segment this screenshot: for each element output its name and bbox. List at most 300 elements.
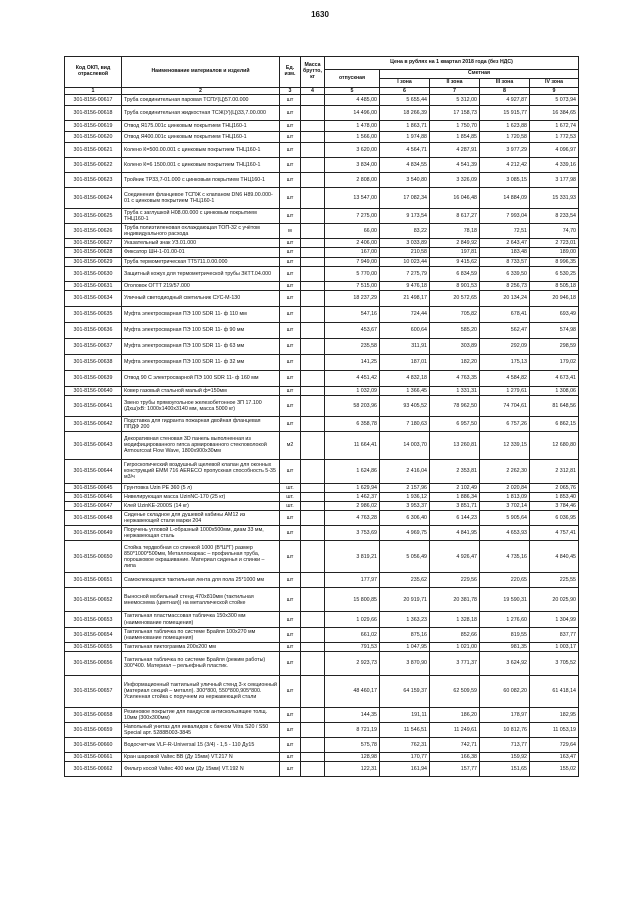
row-unit: шт: [280, 762, 301, 777]
row-name: Тактильная табличка по системе Брайля 100х270 мм (наименование помещения): [122, 627, 280, 642]
row-price-zone-3: 1 276,60: [480, 612, 530, 627]
row-name: Защитный кожух для термометрической трубы ЗКТТ.04.000: [122, 266, 280, 281]
row-code: 301-8156-00656: [65, 651, 122, 675]
row-code: 301-8156-00621: [65, 143, 122, 158]
row-price-zone-4: 11 053,19: [530, 723, 579, 738]
row-unit: шт: [280, 106, 301, 121]
table-row: [65, 762, 579, 777]
row-price-zone-3: 3 977,29: [480, 143, 530, 158]
row-price-zone-3: 4 735,16: [480, 541, 530, 573]
table-row: [65, 395, 579, 416]
row-name: Муфта электросварная ПЭ 100 SDR 11- ф 110 мм: [122, 306, 280, 322]
row-mass: [301, 306, 325, 322]
header-name: Наименование материалов и изделий: [122, 57, 280, 88]
row-price-zone-3: 4 653,93: [480, 526, 530, 541]
row-price-zone-2: 852,66: [430, 627, 480, 642]
row-unit: шт.: [280, 502, 301, 511]
row-price-otp: 167,00: [325, 248, 380, 257]
row-price-otp: 1 624,86: [325, 459, 380, 483]
row-price-zone-1: 10 023,44: [380, 257, 430, 266]
row-price-zone-1: 1 863,71: [380, 121, 430, 132]
table-row: [65, 502, 579, 511]
table-row: [65, 707, 579, 722]
row-name: Сиденье складное для душевой кабины АМ12 из нержавеющей стали марки 204: [122, 511, 280, 526]
row-unit: шт: [280, 132, 301, 143]
row-mass: [301, 354, 325, 370]
row-unit: шт: [280, 526, 301, 541]
row-mass: [301, 483, 325, 492]
row-price-zone-2: 2 849,92: [430, 239, 480, 248]
row-name: Муфта электросварная ПЭ 100 SDR 11- ф 63 мм: [122, 338, 280, 354]
row-unit: шт: [280, 266, 301, 281]
table-row: [65, 266, 579, 281]
row-price-zone-4: 4 673,41: [530, 370, 579, 386]
row-price-otp: 14 496,00: [325, 106, 380, 121]
row-mass: [301, 511, 325, 526]
row-price-zone-3: 6 339,50: [480, 266, 530, 281]
row-price-zone-4: 20 025,90: [530, 588, 579, 612]
row-mass: [301, 642, 325, 651]
row-price-otp: 6 358,78: [325, 416, 380, 431]
row-name: Тактильная пластмассовая табличка 150х300 мм (наименование помещения): [122, 612, 280, 627]
row-price-zone-4: 2 312,81: [530, 459, 579, 483]
row-price-zone-2: 4 763,35: [430, 370, 480, 386]
row-price-otp: 791,53: [325, 642, 380, 651]
table-row: [65, 248, 579, 257]
table-row: [65, 483, 579, 492]
row-price-zone-4: 4 757,41: [530, 526, 579, 541]
row-price-otp: 575,78: [325, 738, 380, 753]
row-price-zone-2: 5 312,00: [430, 95, 480, 106]
row-price-zone-4: 6 036,95: [530, 511, 579, 526]
row-price-zone-1: 4 832,18: [380, 370, 430, 386]
row-mass: [301, 493, 325, 502]
row-price-zone-2: 4 287,91: [430, 143, 480, 158]
row-price-zone-4: 1 672,74: [530, 121, 579, 132]
row-code: 301-8156-00631: [65, 281, 122, 290]
row-code: 301-8156-00629: [65, 257, 122, 266]
row-code: 301-8156-00635: [65, 306, 122, 322]
row-price-zone-3: 8 733,57: [480, 257, 530, 266]
row-code: 301-8156-00617: [65, 95, 122, 106]
row-code: 301-8156-00620: [65, 132, 122, 143]
row-price-zone-2: 1 750,70: [430, 121, 480, 132]
col-num-2: 2: [122, 88, 280, 95]
row-price-otp: 66,00: [325, 224, 380, 239]
row-unit: шт: [280, 248, 301, 257]
row-price-zone-4: 1 853,40: [530, 493, 579, 502]
row-price-zone-4: 574,98: [530, 322, 579, 338]
row-price-zone-1: 1 366,45: [380, 386, 430, 395]
row-unit: шт: [280, 459, 301, 483]
row-price-zone-4: 729,64: [530, 738, 579, 753]
row-price-otp: 1 032,09: [325, 386, 380, 395]
row-price-zone-2: 1 021,00: [430, 642, 480, 651]
row-code: 301-8156-00640: [65, 386, 122, 395]
row-code: 301-8156-00625: [65, 209, 122, 224]
row-unit: шт: [280, 173, 301, 188]
row-unit: шт: [280, 386, 301, 395]
row-price-otp: 661,02: [325, 627, 380, 642]
table-row: [65, 738, 579, 753]
row-price-zone-1: 191,11: [380, 707, 430, 722]
row-mass: [301, 627, 325, 642]
row-code: 301-8156-00641: [65, 395, 122, 416]
row-mass: [301, 95, 325, 106]
row-unit: шт: [280, 511, 301, 526]
row-code: 301-8156-00628: [65, 248, 122, 257]
row-price-zone-1: 21 498,17: [380, 290, 430, 306]
col-num-4: 4: [301, 88, 325, 95]
row-price-zone-4: 74,70: [530, 224, 579, 239]
row-price-zone-4: 4 840,45: [530, 541, 579, 573]
row-code: 301-8156-00661: [65, 753, 122, 762]
row-price-zone-2: 229,56: [430, 573, 480, 588]
row-unit: шт: [280, 723, 301, 738]
row-mass: [301, 188, 325, 209]
row-mass: [301, 526, 325, 541]
row-name: Муфта электросварная ПЭ 100 SDR 11- ф 90 мм: [122, 322, 280, 338]
row-price-zone-3: 183,48: [480, 248, 530, 257]
row-price-zone-1: 3 540,80: [380, 173, 430, 188]
row-price-zone-3: 7 993,04: [480, 209, 530, 224]
row-mass: [301, 338, 325, 354]
row-price-zone-4: 4 339,16: [530, 158, 579, 173]
row-price-zone-2: 6 144,23: [430, 511, 480, 526]
row-unit: шт: [280, 642, 301, 651]
col-num-5: 5: [325, 88, 380, 95]
row-price-otp: 58 203,96: [325, 395, 380, 416]
row-mass: [301, 224, 325, 239]
row-price-zone-2: 2 353,81: [430, 459, 480, 483]
row-code: 301-8156-00646: [65, 493, 122, 502]
row-code: 301-8156-00639: [65, 370, 122, 386]
row-price-zone-2: 6 834,59: [430, 266, 480, 281]
row-price-zone-1: 5 655,44: [380, 95, 430, 106]
row-code: 301-8156-00655: [65, 642, 122, 651]
row-price-zone-1: 1 047,95: [380, 642, 430, 651]
row-price-zone-3: 1 813,09: [480, 493, 530, 502]
row-price-zone-2: 4 841,95: [430, 526, 480, 541]
row-price-zone-4: 16 384,65: [530, 106, 579, 121]
row-price-zone-4: 1 308,06: [530, 386, 579, 395]
row-price-zone-3: 678,41: [480, 306, 530, 322]
row-price-zone-3: 178,97: [480, 707, 530, 722]
row-name: Нивелирующая масса UzinNC-170 (25 кг): [122, 493, 280, 502]
row-code: 301-8156-00653: [65, 612, 122, 627]
row-unit: шт: [280, 290, 301, 306]
row-price-zone-1: 4 969,75: [380, 526, 430, 541]
row-price-zone-1: 9 173,54: [380, 209, 430, 224]
row-name: Соединения фланцевое ТСПЖ с клапаном DN6 Н89.00.000-01 с цинковым покрытием ТНЦ160-1: [122, 188, 280, 209]
table-row: [65, 132, 579, 143]
row-name: Выносной мобильный стенд 470х810мм (тактильная мнемосхема (цветная)) на металлической стойке: [122, 588, 280, 612]
row-price-otp: 4 485,00: [325, 95, 380, 106]
row-mass: [301, 431, 325, 459]
row-price-zone-4: 81 648,56: [530, 395, 579, 416]
table-row: [65, 723, 579, 738]
row-price-zone-3: 14 884,09: [480, 188, 530, 209]
row-price-zone-4: 20 946,18: [530, 290, 579, 306]
row-name: Подставка для гидранта пожарная двойная фланцевая ППДФ 200: [122, 416, 280, 431]
row-price-zone-1: 64 159,37: [380, 675, 430, 707]
row-price-zone-2: 78,18: [430, 224, 480, 239]
row-price-zone-1: 235,62: [380, 573, 430, 588]
row-unit: шт: [280, 707, 301, 722]
row-price-zone-3: 74 704,61: [480, 395, 530, 416]
row-code: 301-8156-00642: [65, 416, 122, 431]
row-price-zone-3: 6 757,26: [480, 416, 530, 431]
table-row: [65, 290, 579, 306]
table-row: [65, 188, 579, 209]
row-price-otp: 3 834,00: [325, 158, 380, 173]
row-price-zone-3: 175,13: [480, 354, 530, 370]
row-price-otp: 15 800,85: [325, 588, 380, 612]
row-price-zone-4: 5 073,94: [530, 95, 579, 106]
row-price-zone-2: 186,20: [430, 707, 480, 722]
row-price-zone-1: 93 405,52: [380, 395, 430, 416]
table-row: [65, 526, 579, 541]
header-mass: Масса брутто, кг: [301, 57, 325, 88]
row-code: 301-8156-00627: [65, 239, 122, 248]
row-price-otp: 4 451,42: [325, 370, 380, 386]
row-price-zone-1: 3 033,89: [380, 239, 430, 248]
row-price-zone-2: 705,82: [430, 306, 480, 322]
row-mass: [301, 753, 325, 762]
row-price-zone-4: 8 996,35: [530, 257, 579, 266]
row-name: Клей UzinKE-2000S (14 кг): [122, 502, 280, 511]
row-price-zone-2: 1 854,85: [430, 132, 480, 143]
col-num-1: 1: [65, 88, 122, 95]
table-row: [65, 281, 579, 290]
row-name: Звено трубы прямоугольное железобетонное ЗП 17.100 (Дхш)хВ: 1000х1400х3140 мм, масса 5000 кг): [122, 395, 280, 416]
row-price-zone-4: 6 862,15: [530, 416, 579, 431]
row-unit: шт: [280, 158, 301, 173]
row-price-otp: 128,98: [325, 753, 380, 762]
row-name: Труба полиэтиленовая охлаждающая ТОП-32 с учётом индивидуального расхода: [122, 224, 280, 239]
row-name: Кран шаровой Valtec BB (Ду 15мм) VT.217 N: [122, 753, 280, 762]
row-mass: [301, 132, 325, 143]
table-row: [65, 322, 579, 338]
row-unit: шт: [280, 354, 301, 370]
row-price-zone-2: 6 957,50: [430, 416, 480, 431]
row-unit: шт.: [280, 483, 301, 492]
row-price-zone-4: 15 331,93: [530, 188, 579, 209]
row-price-otp: 1 462,37: [325, 493, 380, 502]
row-unit: шт: [280, 306, 301, 322]
row-price-zone-2: 3 851,71: [430, 502, 480, 511]
row-price-zone-2: 17 158,73: [430, 106, 480, 121]
row-price-zone-1: 170,77: [380, 753, 430, 762]
row-name: Труба термометрическая ТТ5711.0.00.000: [122, 257, 280, 266]
row-name: Тактильная табличка по системе Брайля (режим работы) 300*400. Материал – рельефный пластик.: [122, 651, 280, 675]
row-price-zone-1: 5 056,49: [380, 541, 430, 573]
row-code: 301-8156-00648: [65, 511, 122, 526]
header-price: Цена в рублях на 1 квартал 2018 года (без НДС): [325, 57, 579, 70]
table-row: [65, 431, 579, 459]
row-unit: шт: [280, 395, 301, 416]
row-price-otp: 2 986,02: [325, 502, 380, 511]
row-price-zone-2: 1 886,34: [430, 493, 480, 502]
row-price-zone-4: 8 233,54: [530, 209, 579, 224]
row-price-zone-4: 2 723,01: [530, 239, 579, 248]
row-mass: [301, 121, 325, 132]
row-unit: шт: [280, 753, 301, 762]
row-price-zone-1: 9 476,18: [380, 281, 430, 290]
row-name: Труба соединительная жидкостная ТСЖ(У)(Ц)33,7.00.000: [122, 106, 280, 121]
row-price-zone-1: 762,31: [380, 738, 430, 753]
row-price-otp: 13 547,00: [325, 188, 380, 209]
row-code: 301-8156-00645: [65, 483, 122, 492]
row-price-otp: 177,97: [325, 573, 380, 588]
row-price-zone-3: 220,65: [480, 573, 530, 588]
row-price-zone-1: 210,58: [380, 248, 430, 257]
row-name: Фиксатор ШН-1-01.00-01: [122, 248, 280, 257]
col-num-9: 9: [530, 88, 579, 95]
row-price-zone-1: 2 157,96: [380, 483, 430, 492]
row-price-otp: 3 620,00: [325, 143, 380, 158]
row-price-zone-3: 3 085,15: [480, 173, 530, 188]
row-unit: шт: [280, 612, 301, 627]
row-mass: [301, 281, 325, 290]
row-name: Труба с заглушкой Н08.00.000 с цинковым покрытием ТНЦ160-1: [122, 209, 280, 224]
row-price-zone-3: 4 584,82: [480, 370, 530, 386]
row-price-zone-1: 20 919,71: [380, 588, 430, 612]
row-mass: [301, 239, 325, 248]
row-code: 301-8156-00659: [65, 723, 122, 738]
row-price-zone-1: 17 082,34: [380, 188, 430, 209]
row-price-zone-4: 225,55: [530, 573, 579, 588]
row-price-zone-4: 6 530,25: [530, 266, 579, 281]
table-row: [65, 224, 579, 239]
row-price-zone-1: 7 275,79: [380, 266, 430, 281]
row-code: 301-8156-00654: [65, 627, 122, 642]
row-price-zone-2: 303,89: [430, 338, 480, 354]
row-unit: шт: [280, 209, 301, 224]
row-mass: [301, 573, 325, 588]
row-price-zone-4: 4 096,97: [530, 143, 579, 158]
row-price-zone-4: 837,77: [530, 627, 579, 642]
row-price-otp: 1 629,94: [325, 483, 380, 492]
row-name: Фильтр косой Valtec 400 мкм (Ду 15мм) VT.192 N: [122, 762, 280, 777]
table-row: [65, 158, 579, 173]
row-price-zone-3: 819,55: [480, 627, 530, 642]
row-unit: шт: [280, 257, 301, 266]
row-price-zone-3: 292,09: [480, 338, 530, 354]
row-price-zone-1: 311,91: [380, 338, 430, 354]
row-unit: шт: [280, 541, 301, 573]
table-row: [65, 651, 579, 675]
row-code: 301-8156-00638: [65, 354, 122, 370]
row-code: 301-8156-00647: [65, 502, 122, 511]
row-name: Самоклеющаяся тактильная лента для пола 25*1000 мм: [122, 573, 280, 588]
row-price-otp: 48 460,17: [325, 675, 380, 707]
row-price-zone-2: 182,20: [430, 354, 480, 370]
row-price-zone-3: 12 339,15: [480, 431, 530, 459]
row-price-zone-2: 20 572,65: [430, 290, 480, 306]
row-unit: шт: [280, 121, 301, 132]
row-mass: [301, 322, 325, 338]
row-mass: [301, 541, 325, 573]
row-name: Указательный знак УЗ.01.000: [122, 239, 280, 248]
row-code: 301-8156-00624: [65, 188, 122, 209]
row-price-zone-2: 78 962,50: [430, 395, 480, 416]
row-mass: [301, 106, 325, 121]
row-mass: [301, 707, 325, 722]
table-row: [65, 95, 579, 106]
row-price-zone-4: 179,02: [530, 354, 579, 370]
row-unit: шт: [280, 143, 301, 158]
row-name: Уличный светодиодный светильник СУС-М-130: [122, 290, 280, 306]
row-price-zone-3: 4 212,42: [480, 158, 530, 173]
row-mass: [301, 173, 325, 188]
row-mass: [301, 370, 325, 386]
row-price-zone-3: 562,47: [480, 322, 530, 338]
row-mass: [301, 386, 325, 395]
table-row: [65, 541, 579, 573]
row-price-zone-3: 10 812,76: [480, 723, 530, 738]
table-row: [65, 416, 579, 431]
row-price-zone-3: 1 720,58: [480, 132, 530, 143]
row-code: 301-8156-00623: [65, 173, 122, 188]
row-price-otp: 4 763,28: [325, 511, 380, 526]
row-mass: [301, 158, 325, 173]
row-price-zone-4: 182,95: [530, 707, 579, 722]
row-unit: шт.: [280, 493, 301, 502]
row-unit: шт: [280, 188, 301, 209]
col-num-3: 3: [280, 88, 301, 95]
table-row: [65, 627, 579, 642]
table-row: [65, 239, 579, 248]
price-table: [64, 56, 579, 777]
row-mass: [301, 502, 325, 511]
row-unit: шт: [280, 416, 301, 431]
row-unit: шт: [280, 675, 301, 707]
table-row: [65, 354, 579, 370]
row-unit: шт: [280, 95, 301, 106]
row-price-otp: 7 949,00: [325, 257, 380, 266]
row-price-zone-3: 4 927,87: [480, 95, 530, 106]
row-price-otp: 18 237,29: [325, 290, 380, 306]
row-price-otp: 144,35: [325, 707, 380, 722]
row-price-zone-1: 11 546,51: [380, 723, 430, 738]
row-price-otp: 8 721,19: [325, 723, 380, 738]
row-code: 301-8156-00618: [65, 106, 122, 121]
table-row: [65, 370, 579, 386]
row-price-otp: 5 770,00: [325, 266, 380, 281]
row-price-zone-4: 3 784,46: [530, 502, 579, 511]
row-unit: шт: [280, 651, 301, 675]
row-mass: [301, 675, 325, 707]
row-price-zone-4: 3 177,98: [530, 173, 579, 188]
row-name: Отвод Я175.001с цинковым покрытием ТНЦ160-1: [122, 121, 280, 132]
table-row: [65, 573, 579, 588]
header-otp: отпускная: [325, 70, 380, 88]
row-price-zone-3: 1 279,61: [480, 386, 530, 395]
row-mass: [301, 588, 325, 612]
row-mass: [301, 248, 325, 257]
row-price-zone-2: 8 617,27: [430, 209, 480, 224]
header-zone-2: II зона: [430, 79, 480, 88]
row-price-zone-2: 3 771,37: [430, 651, 480, 675]
row-name: Декоративная стеновая 3D панель выполненная из модифицированного гипса армированного стекловолокой Armourcoat Flow Wave, 1800х900х30мм: [122, 431, 280, 459]
row-name: Тактильная пиктограмма 200х200 мм: [122, 642, 280, 651]
row-unit: шт: [280, 322, 301, 338]
table-row: [65, 642, 579, 651]
header-unit: Ед. изм.: [280, 57, 301, 88]
table-row: [65, 493, 579, 502]
row-unit: шт: [280, 588, 301, 612]
